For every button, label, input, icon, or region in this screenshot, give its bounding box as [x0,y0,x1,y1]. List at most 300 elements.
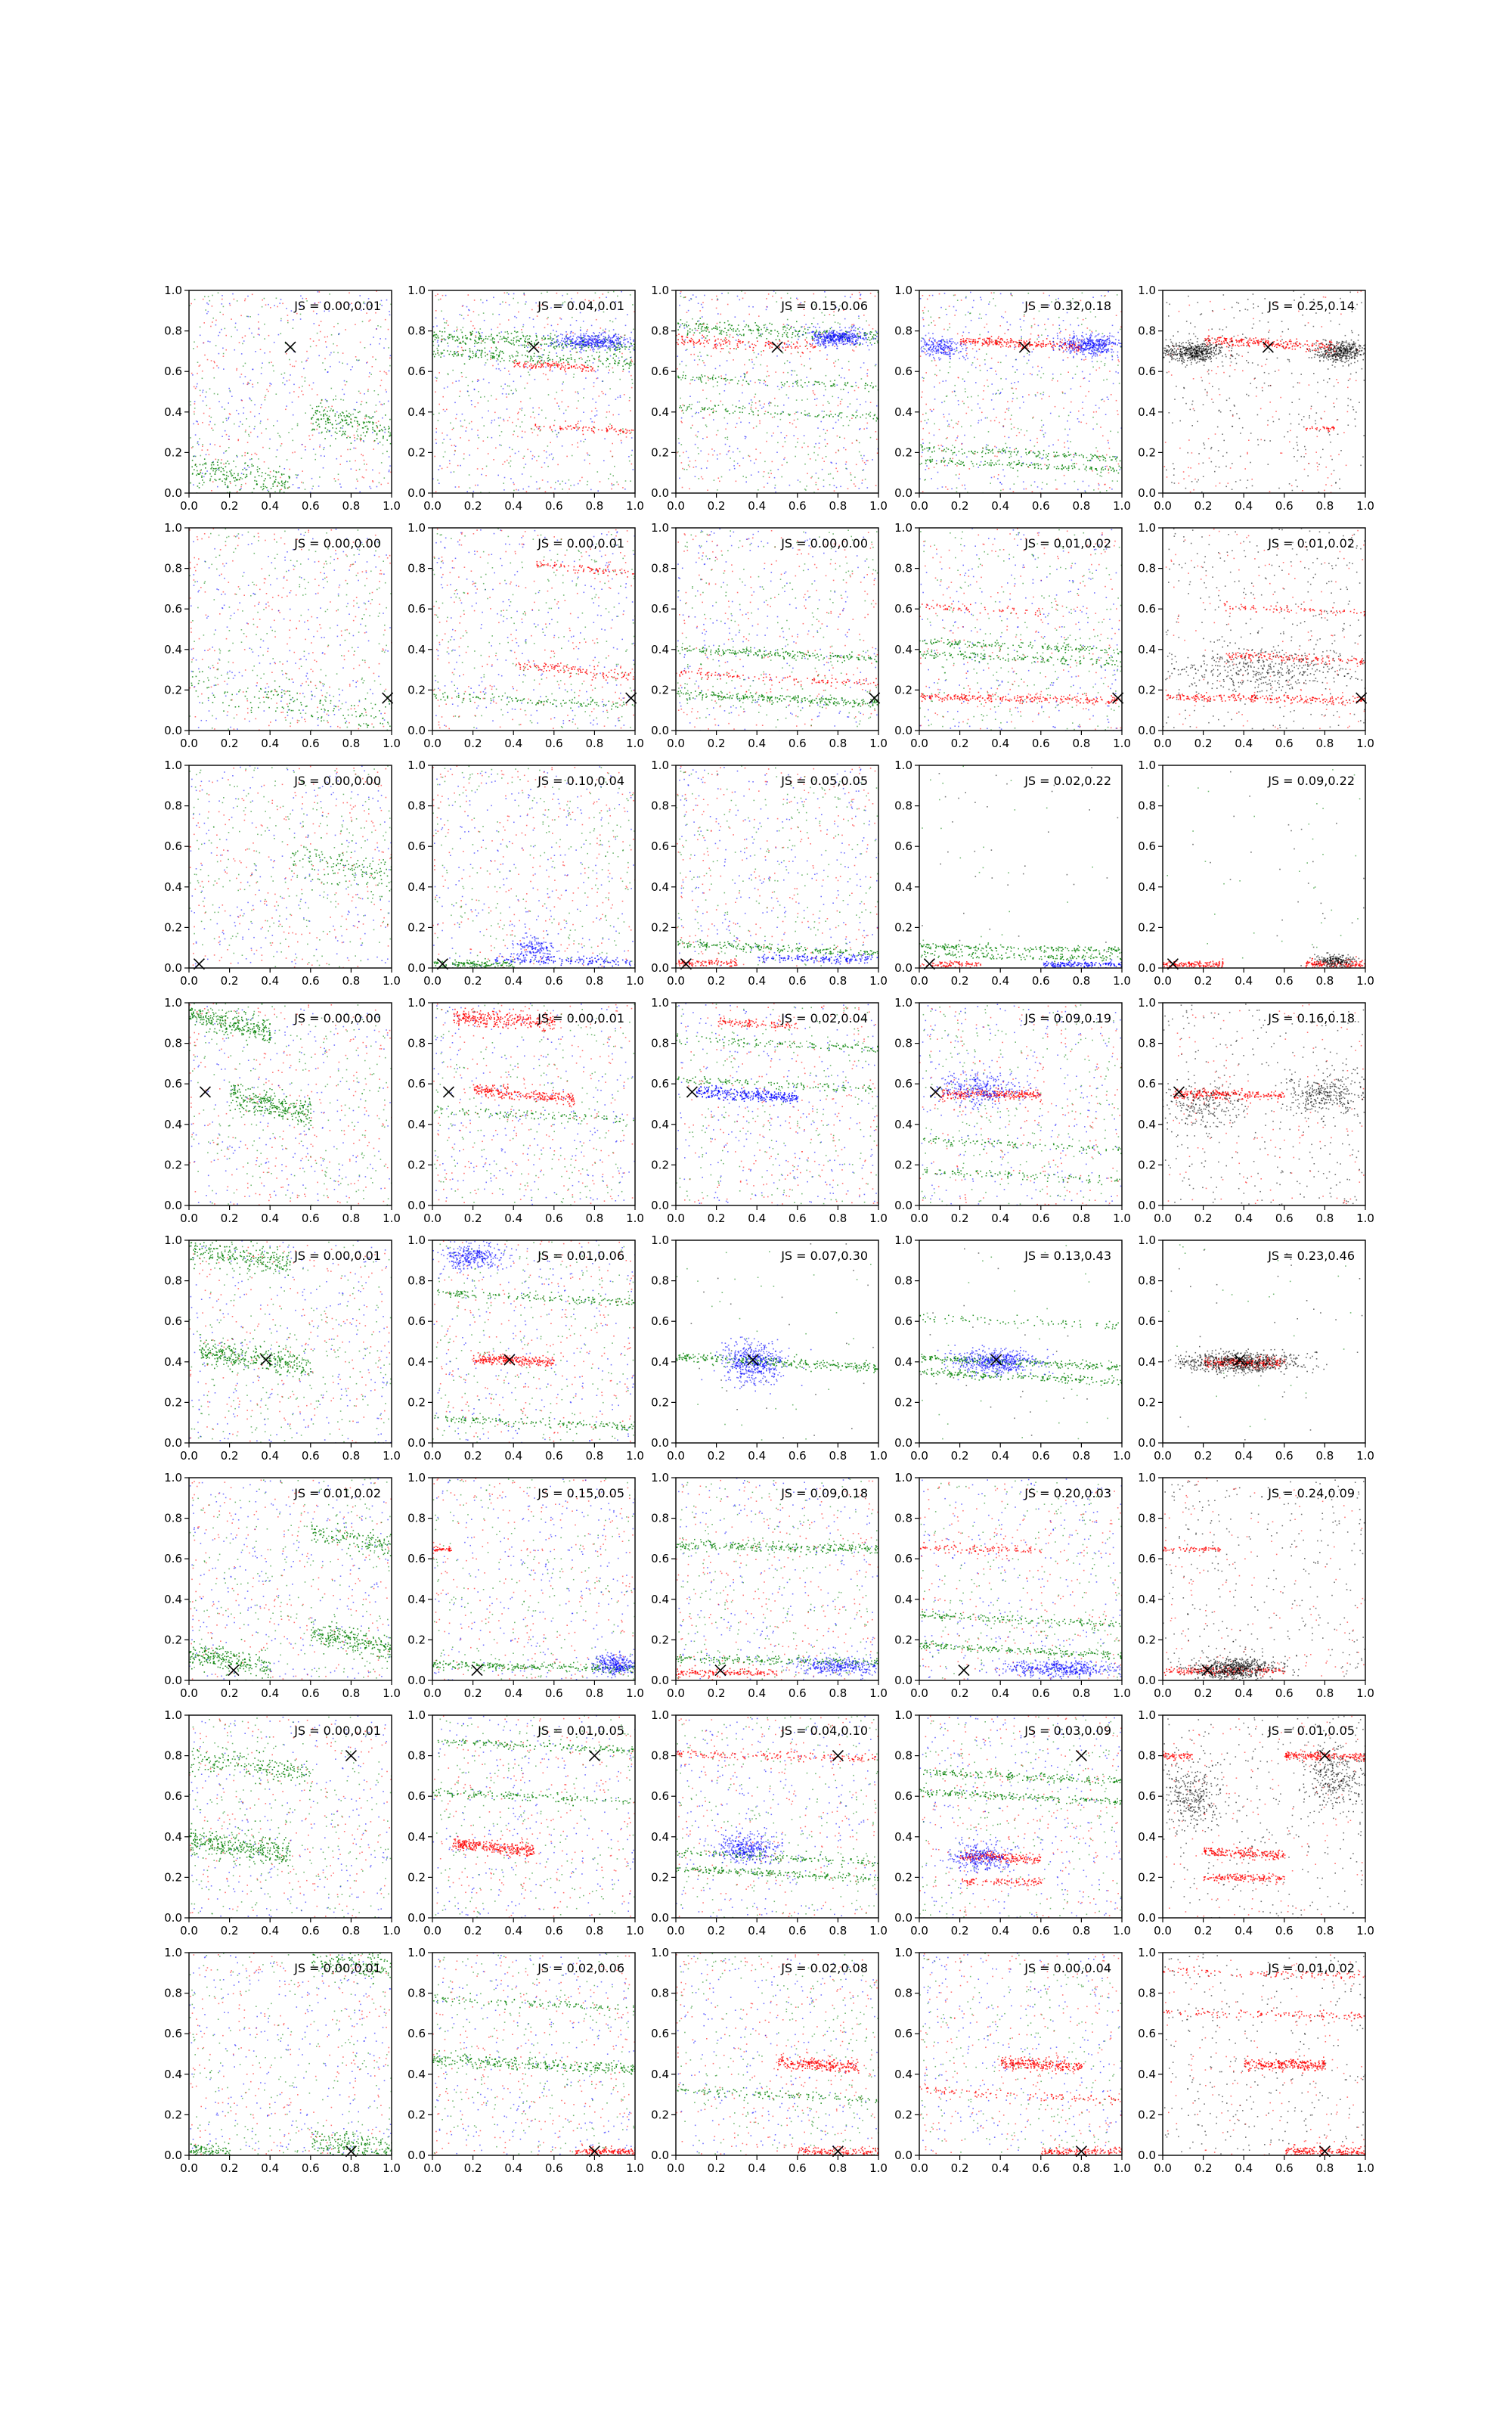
scatter-point [216,365,218,367]
scatter-point [772,417,773,418]
scatter-point [788,414,789,415]
scatter-point [329,416,330,417]
scatter-point [580,346,581,348]
scatter-point [1073,331,1074,333]
scatter-point [461,347,463,349]
scatter-point [230,305,231,306]
scatter-point [843,343,844,345]
scatter-point [619,349,621,350]
scatter-point [749,456,751,458]
scatter-point [782,384,783,386]
scatter-point [810,346,812,348]
scatter-point [477,468,479,470]
scatter-point [581,441,582,442]
scatter-point [606,341,607,343]
scatter-point [241,374,243,375]
scatter-point [557,364,559,365]
scatter-point [704,408,705,409]
scatter-point [725,384,727,386]
scatter-point [562,359,564,361]
scatter-point [768,344,770,346]
scatter-point [751,333,752,334]
scatter-point [627,363,628,365]
scatter-point [258,334,259,335]
scatter-point [273,476,274,477]
scatter-point [832,385,834,386]
scatter-point [609,388,611,389]
scatter-point [616,337,618,338]
scatter-point [933,321,934,322]
scatter-point [819,383,820,385]
scatter-point [597,349,599,350]
scatter-point [247,442,249,443]
scatter-point [727,321,729,322]
scatter-point [336,345,338,346]
scatter-point [603,330,604,331]
scatter-point [284,468,286,470]
scatter-point [467,385,469,386]
scatter-point [481,338,482,340]
scatter-point [230,391,231,392]
scatter-point [479,336,481,337]
scatter-point [228,418,229,420]
scatter-point [615,431,617,433]
scatter-point [711,377,713,379]
scatter-point [622,371,624,372]
scatter-point [858,334,860,335]
scatter-point [214,479,215,480]
scatter-point [271,488,272,489]
scatter-point [212,462,213,464]
scatter-point [695,328,696,330]
scatter-point [726,408,727,410]
scatter-point [812,343,813,345]
scatter-point [254,416,256,417]
scatter-point [209,444,211,445]
scatter-point [578,423,579,424]
scatter-point [848,361,850,362]
scatter-point [582,346,584,348]
scatter-point [506,393,507,395]
scatter-point [599,352,600,353]
scatter-point [274,482,275,483]
scatter-point [855,330,857,332]
scatter-point [565,331,567,333]
y-tick-label: 0.8 [651,324,669,338]
scatter-point [606,346,608,348]
scatter-point [581,358,583,360]
scatter-point [201,476,203,478]
scatter-point [789,485,791,486]
scatter-point [1057,333,1058,334]
scatter-point [318,340,320,341]
scatter-point [713,386,714,388]
scatter-point [1064,393,1066,395]
scatter-point [795,456,796,458]
scatter-point [588,427,590,429]
scatter-point [389,365,391,367]
scatter-point [317,419,318,420]
scatter-point [516,355,517,357]
scatter-point [580,337,581,339]
scatter-point [211,428,212,430]
scatter-point [771,347,773,349]
scatter-point [215,345,217,346]
scatter-point [359,492,361,493]
scatter-point [361,401,363,402]
scatter-point [495,350,497,352]
scatter-point [752,350,754,352]
scatter-point [228,417,230,418]
scatter-point [715,378,717,380]
scatter-point [620,429,621,430]
scatter-point [587,329,588,330]
scatter-point [507,420,509,422]
scatter-point [768,332,770,334]
scatter-point [729,343,730,345]
scatter-point [677,376,679,377]
scatter-point [767,482,769,484]
scatter-point [463,453,465,455]
scatter-point [436,337,438,339]
scatter-point [826,338,827,340]
scatter-point [203,389,204,391]
scatter-point [856,385,857,386]
scatter-point [843,341,844,343]
scatter-point [491,422,492,424]
scatter-point [565,420,566,422]
scatter-point [728,352,730,353]
scatter-point [442,433,443,434]
scatter-point [457,353,459,355]
scatter-point [254,426,256,427]
scatter-point [243,340,245,342]
scatter-point [771,343,773,345]
scatter-point [830,342,832,343]
scatter-point [630,339,631,340]
scatter-point [835,452,837,454]
scatter-point [527,347,528,349]
scatter-point [689,406,690,408]
scatter-point [646,342,648,343]
scatter-point [461,332,463,334]
scatter-point [277,433,279,434]
scatter-point [861,482,863,484]
scatter-point [324,455,325,457]
scatter-point [574,427,575,429]
scatter-point [784,363,785,365]
scatter-point [1028,293,1030,294]
scatter-point [578,400,579,402]
scatter-point [222,314,224,315]
scatter-point [530,346,531,348]
scatter-point [593,333,595,334]
scatter-point [715,328,717,330]
scatter-point [286,405,287,407]
scatter-point [443,439,445,440]
scatter-point [370,374,372,375]
scatter-point [850,479,852,481]
scatter-point [232,293,234,295]
scatter-point [769,476,770,478]
scatter-point [503,489,505,491]
scatter-point [197,373,198,374]
scatter-point [509,374,510,375]
scatter-point [718,477,720,479]
scatter-point [712,408,714,410]
scatter-point [851,342,853,343]
scatter-point [330,366,331,368]
scatter-point [716,308,717,309]
scatter-point [955,294,956,296]
scatter-point [259,334,260,336]
scatter-point [680,324,682,326]
scatter-point [458,355,460,356]
scatter-point [795,336,797,337]
scatter-point [284,373,286,374]
scatter-point [601,334,603,336]
scatter-point [627,341,629,343]
scatter-point [857,415,858,417]
scatter-point [320,445,321,446]
scatter-point [606,296,607,298]
scatter-point [383,438,384,439]
scatter-point [209,454,210,455]
scatter-point [346,381,348,383]
scatter-point [222,474,224,476]
scatter-point [230,414,231,415]
scatter-point [449,337,451,339]
scatter-point [587,341,589,343]
scatter-point [561,318,562,320]
scatter-point [833,335,835,337]
scatter-point [308,358,309,359]
scatter-point [719,393,720,395]
scatter-point [832,333,833,334]
scatter-point [1009,437,1010,439]
scatter-point [542,365,544,367]
scatter-point [376,434,378,436]
scatter-point [823,395,825,396]
scatter-point [320,331,321,333]
scatter-point [469,357,471,358]
scatter-point [814,394,816,396]
scatter-point [1014,347,1015,349]
axes-frame [432,290,635,493]
scatter-point [717,323,718,324]
scatter-point [531,309,533,311]
scatter-point [223,306,225,308]
scatter-point [597,490,599,492]
scatter-point [344,394,345,396]
scatter-point [386,372,387,374]
scatter-point [838,397,839,399]
scatter-point [797,334,798,336]
scatter-point [330,355,331,356]
scatter-point [522,431,523,433]
scatter-point [525,464,527,465]
scatter-point [195,388,197,389]
scatter-point [569,426,570,427]
scatter-point [550,367,551,368]
scatter-point [587,343,589,345]
scatter-point [796,374,798,376]
scatter-point [814,446,816,448]
scatter-point [438,404,440,405]
scatter-point [685,378,686,380]
scatter-point [819,442,820,444]
scatter-point [445,451,446,453]
scatter-point [692,379,693,380]
scatter-point [838,322,839,324]
scatter-point [813,318,815,319]
scatter-point [559,426,561,427]
scatter-point [512,355,513,356]
scatter-point [302,444,303,445]
scatter-point [190,405,191,406]
scatter-point [349,413,350,414]
scatter-point [340,427,342,429]
scatter-point [561,340,562,342]
scatter-point [742,392,743,394]
scatter-point [621,356,623,358]
scatter-point [228,388,230,389]
scatter-point [228,402,229,404]
scatter-point [705,330,706,331]
scatter-point [462,336,463,337]
scatter-point [811,331,813,333]
scatter-point [781,387,782,389]
scatter-point [364,416,366,417]
scatter-point [543,366,544,368]
scatter-point [591,335,593,337]
scatter-point [843,425,844,427]
scatter-point [596,319,597,321]
scatter-point [585,371,587,372]
scatter-point [250,472,252,473]
scatter-point [225,430,226,432]
scatter-point [383,436,384,438]
scatter-point [499,444,500,445]
scatter-point [590,337,592,339]
scatter-point [858,315,860,317]
scatter-point [707,408,708,410]
scatter-point [867,345,869,346]
scatter-point [444,322,445,324]
scatter-point [380,442,381,443]
scatter-point [312,424,314,425]
scatter-point [316,345,318,346]
scatter-point [345,417,346,419]
scatter-point [677,355,679,357]
scatter-point [595,402,596,403]
scatter-point [599,332,600,334]
scatter-point [225,451,227,452]
scatter-point [350,421,352,423]
scatter-point [614,466,615,467]
scatter-point [225,349,227,351]
scatter-point [838,420,839,421]
scatter-point [513,361,514,363]
scatter-point [807,329,809,330]
scatter-point [192,374,194,376]
scatter-point [876,336,878,337]
scatter-point [190,437,191,439]
scatter-point [687,334,689,336]
scatter-point [191,373,193,374]
scatter-point [608,366,609,368]
scatter-point [609,428,611,430]
scatter-point [556,361,557,363]
scatter-point [827,355,829,356]
scatter-point [325,427,327,429]
scatter-point [589,360,590,361]
scatter-point [995,371,996,372]
scatter-point [538,366,540,368]
scatter-point [811,345,813,346]
scatter-point [253,337,255,338]
scatter-point [234,480,236,482]
scatter-points [676,290,879,494]
scatter-point [347,424,349,426]
scatter-point [234,349,236,351]
scatter-point [751,343,753,345]
scatter-point [703,417,705,419]
scatter-point [587,430,589,431]
scatter-point [504,383,506,385]
scatter-point [625,364,627,365]
scatter-point [629,461,631,462]
scatter-point [556,352,557,354]
scatter-point [552,343,553,345]
scatter-point [744,376,745,377]
scatter-point [552,371,553,372]
scatter-point [382,404,383,405]
scatter-point [381,429,383,430]
scatter-point [487,437,488,439]
scatter-point [1077,489,1079,491]
scatter-point [211,464,212,466]
scatter-point [808,381,810,383]
scatter-point [786,435,788,436]
scatter-point [205,473,206,475]
scatter-point [209,300,211,302]
scatter-point [539,489,541,490]
scatter-point [556,365,557,367]
scatter-point [788,346,789,347]
scatter-point [703,324,705,325]
scatter-point [544,426,545,427]
scatter-point [335,432,336,433]
scatter-point [519,366,521,368]
scatter-point [359,411,361,413]
scatter-point [796,399,798,401]
scatter-point [199,487,200,489]
scatter-point [764,413,766,414]
scatter-point [469,355,470,357]
scatter-point [531,428,532,430]
scatter-point [596,352,598,353]
scatter-point [306,360,308,361]
scatter-point [696,296,697,298]
scatter-point [998,390,999,392]
scatter-point [776,339,777,340]
scatter-point [846,343,847,344]
scatter-point [447,386,448,388]
scatter-point [377,325,379,327]
scatter-point [596,343,598,344]
scatter-point [816,473,817,474]
